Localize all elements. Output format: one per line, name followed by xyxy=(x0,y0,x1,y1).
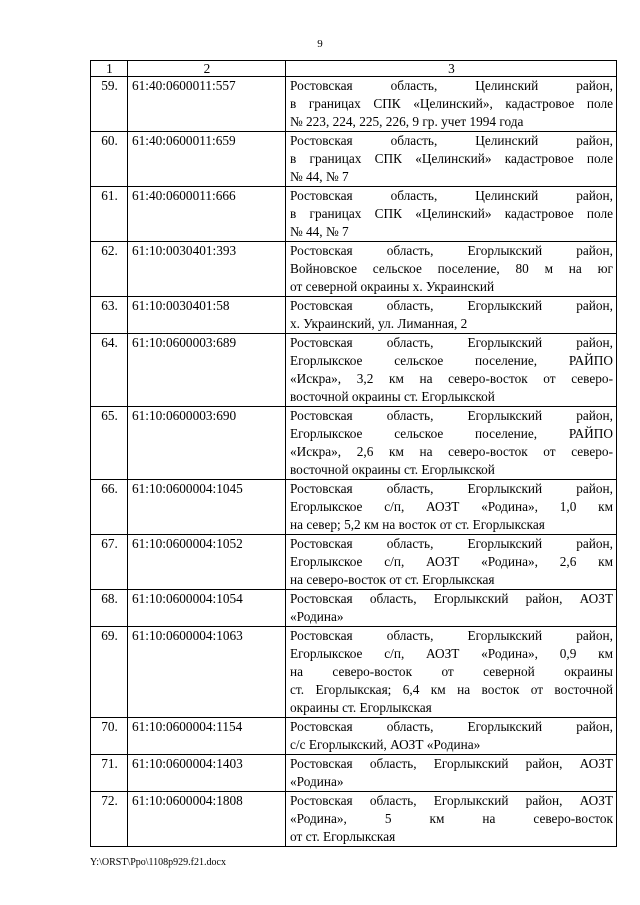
address-line: от ст. Егорлыкская xyxy=(290,829,396,844)
row-number: 72. xyxy=(91,792,128,847)
table-row xyxy=(91,792,617,847)
address-line: «Родина» xyxy=(290,609,344,624)
address-cell xyxy=(286,627,617,718)
cadastral-number: 61:10:0600004:1154 xyxy=(128,718,286,755)
table-row xyxy=(91,297,617,334)
address-line: Егорлыкское с/п, АОЗТ «Родина», 2,6 км xyxy=(290,554,613,569)
row-number: 68. xyxy=(91,590,128,627)
address-line: Войновское сельское поселение, 80 м на юг xyxy=(290,261,613,276)
address-line: Ростовская область, Егорлыкский район, xyxy=(290,298,613,313)
table-body xyxy=(91,77,617,847)
address-line: Ростовская область, Целинский район, xyxy=(290,78,613,93)
address-line: Ростовская область, Егорлыкский район, АОЗТ xyxy=(290,793,613,808)
address-line: Ростовская область, Егорлыкский район, xyxy=(290,481,613,496)
cadastral-number: 61:40:0600011:666 xyxy=(128,187,286,242)
cadastral-number: 61:10:0600004:1808 xyxy=(128,792,286,847)
page-number: 9 xyxy=(317,38,323,50)
cadastral-number: 61:10:0600004:1063 xyxy=(128,627,286,718)
row-number: 64. xyxy=(91,334,128,407)
cadastral-number: 61:40:0600011:557 xyxy=(128,77,286,132)
table-row xyxy=(91,535,617,590)
address-line: Егорлыкское с/п, АОЗТ «Родина», 0,9 км xyxy=(290,646,613,661)
address-line: на север; 5,2 км на восток от ст. Егорлыкская xyxy=(290,517,545,532)
address-line: в границах СПК «Целинский» кадастровое поле xyxy=(290,151,613,166)
column-header-number: 1 xyxy=(91,61,128,77)
address-line: «Искра», 2,6 км на северо-восток от северо- xyxy=(290,444,613,459)
address-line: Егорлыкское с/п, АОЗТ «Родина», 1,0 км xyxy=(290,499,613,514)
address-line: окраины ст. Егорлыкская xyxy=(290,700,432,715)
address-line: от северной окраины х. Украинский xyxy=(290,279,495,294)
file-path-footer: Y:\ORST\Ppo\1108p929.f21.docx xyxy=(90,857,226,868)
address-line: восточной окраины ст. Егорлыкской xyxy=(290,462,495,477)
table-row xyxy=(91,77,617,132)
address-line: Ростовская область, Егорлыкский район, АОЗТ xyxy=(290,591,613,606)
cadastral-number: 61:40:0600011:659 xyxy=(128,132,286,187)
address-line: Ростовская область, Егорлыкский район, xyxy=(290,243,613,258)
address-line: Ростовская область, Егорлыкский район, xyxy=(290,536,613,551)
row-number: 71. xyxy=(91,755,128,792)
cadastral-number: 61:10:0600003:690 xyxy=(128,407,286,480)
row-number: 66. xyxy=(91,480,128,535)
table-row xyxy=(91,590,617,627)
address-line: «Искра», 3,2 км на северо-восток от северо- xyxy=(290,371,613,386)
address-line: Ростовская область, Егорлыкский район, АОЗТ xyxy=(290,756,613,771)
row-number: 67. xyxy=(91,535,128,590)
column-header-address: 3 xyxy=(286,61,617,77)
table-row xyxy=(91,755,617,792)
address-line: в границах СПК «Целинский», кадастровое поле xyxy=(290,96,613,111)
address-cell xyxy=(286,590,617,627)
column-header-cadastral: 2 xyxy=(128,61,286,77)
table-row xyxy=(91,132,617,187)
address-cell xyxy=(286,242,617,297)
address-line: х. Украинский, ул. Лиманная, 2 xyxy=(290,316,468,331)
table-row xyxy=(91,480,617,535)
table-row xyxy=(91,334,617,407)
cadastral-number: 61:10:0030401:58 xyxy=(128,297,286,334)
table-row xyxy=(91,407,617,480)
address-cell xyxy=(286,407,617,480)
address-line: Ростовская область, Егорлыкский район, xyxy=(290,719,613,734)
address-cell xyxy=(286,187,617,242)
address-cell xyxy=(286,480,617,535)
table-row xyxy=(91,187,617,242)
address-line: «Родина», 5 км на северо-восток xyxy=(290,811,613,826)
cadastral-number: 61:10:0600003:689 xyxy=(128,334,286,407)
address-line: восточной окраины ст. Егорлыкской xyxy=(290,389,495,404)
address-cell xyxy=(286,535,617,590)
address-cell xyxy=(286,297,617,334)
cadastral-number: 61:10:0600004:1052 xyxy=(128,535,286,590)
row-number: 59. xyxy=(91,77,128,132)
address-line: Ростовская область, Егорлыкский район, xyxy=(290,628,613,643)
address-cell xyxy=(286,718,617,755)
address-line: № 44, № 7 xyxy=(290,224,349,239)
address-line: № 44, № 7 xyxy=(290,169,349,184)
row-number: 69. xyxy=(91,627,128,718)
address-line: ст. Егорлыкская; 6,4 км на восток от восточной xyxy=(290,682,613,697)
row-number: 62. xyxy=(91,242,128,297)
address-line: в границах СПК «Целинский» кадастровое поле xyxy=(290,206,613,221)
table-row xyxy=(91,718,617,755)
address-line: Ростовская область, Егорлыкский район, xyxy=(290,408,613,423)
table-row xyxy=(91,627,617,718)
address-line: Егорлыкское сельское поселение, РАЙПО xyxy=(290,353,613,368)
address-line: на северо-восток от ст. Егорлыкская xyxy=(290,572,495,587)
row-number: 70. xyxy=(91,718,128,755)
address-cell xyxy=(286,792,617,847)
row-number: 61. xyxy=(91,187,128,242)
table-row xyxy=(91,242,617,297)
cadastral-number: 61:10:0030401:393 xyxy=(128,242,286,297)
cadastral-number: 61:10:0600004:1045 xyxy=(128,480,286,535)
cadastral-number: 61:10:0600004:1403 xyxy=(128,755,286,792)
address-line: Ростовская область, Егорлыкский район, xyxy=(290,335,613,350)
address-line: на северо-восток от северной окраины xyxy=(290,664,613,679)
address-line: Ростовская область, Целинский район, xyxy=(290,188,613,203)
address-cell xyxy=(286,77,617,132)
address-cell xyxy=(286,755,617,792)
registry-table xyxy=(90,60,617,847)
cadastral-number: 61:10:0600004:1054 xyxy=(128,590,286,627)
table-header-row xyxy=(91,61,617,77)
address-line: с/с Егорлыкский, АОЗТ «Родина» xyxy=(290,737,481,752)
row-number: 65. xyxy=(91,407,128,480)
address-line: Ростовская область, Целинский район, xyxy=(290,133,613,148)
row-number: 63. xyxy=(91,297,128,334)
address-line: Егорлыкское сельское поселение, РАЙПО xyxy=(290,426,613,441)
row-number: 60. xyxy=(91,132,128,187)
address-line: «Родина» xyxy=(290,774,344,789)
address-cell xyxy=(286,334,617,407)
address-line: № 223, 224, 225, 226, 9 гр. учет 1994 года xyxy=(290,114,524,129)
address-cell xyxy=(286,132,617,187)
